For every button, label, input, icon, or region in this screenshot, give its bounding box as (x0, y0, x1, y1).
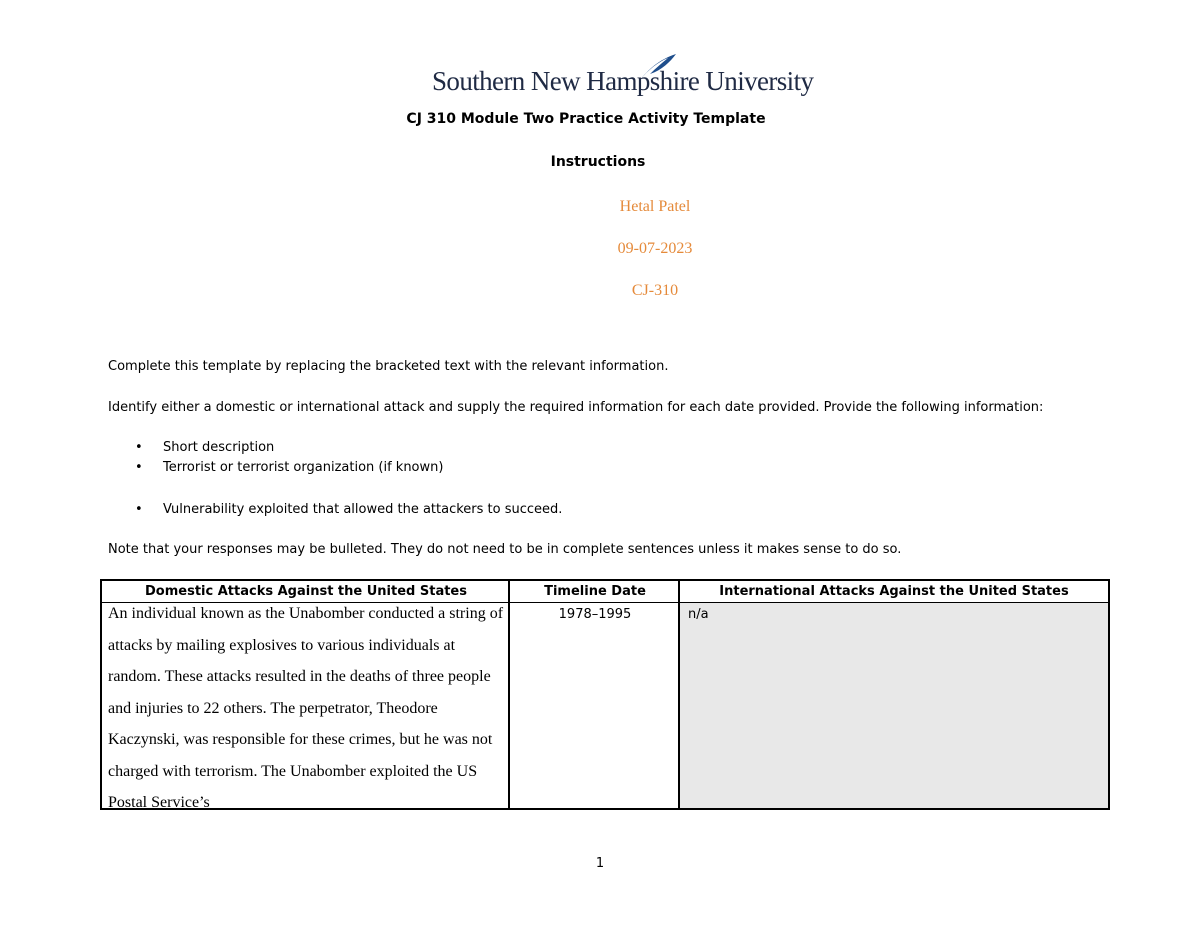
page-number: 1 (595, 856, 605, 871)
bullet-icon: • (135, 502, 143, 517)
bullet-text: Terrorist or terrorist organization (if known) (163, 460, 444, 475)
author-name: Hetal Patel (619, 198, 691, 215)
instruction-paragraph-2: Identify either a domestic or international attack and supply the required information for each date provided. Provide the following information: (108, 400, 1044, 415)
university-logo (432, 52, 814, 104)
course-code: CJ-310 (631, 282, 679, 299)
column-divider (678, 581, 680, 808)
cell-timeline[interactable] (510, 603, 680, 808)
attacks-table (100, 579, 1110, 810)
bullet-text: Vulnerability exploited that allowed the attackers to succeed. (163, 502, 563, 517)
header-timeline: Timeline Date (510, 581, 680, 603)
timeline-date: 1978–1995 (558, 607, 632, 622)
international-attack-text: n/a (688, 607, 709, 622)
bullet-icon: • (135, 440, 143, 455)
instruction-paragraph-1: Complete this template by replacing the bracketed text with the relevant information. (108, 359, 669, 374)
bullet-text: Short description (163, 440, 275, 455)
document-title: CJ 310 Module Two Practice Activity Template (406, 111, 766, 127)
column-divider (508, 581, 510, 808)
cell-international[interactable] (680, 603, 1108, 808)
domestic-attack-text: An individual known as the Unabomber conducted a string of attacks by mailing explosives to various individuals at random. These attacks resulted in the deaths of three people and injuries to 22 others. The perpetrator, Theodore Kaczynski, was responsible for these crimes, but he was not charged with terrorism. The Unabomber exploited the US Postal Service’s (108, 605, 504, 811)
bullet-icon: • (135, 460, 143, 475)
university-name: Southern New Hampshire University (432, 66, 814, 96)
header-domestic: Domestic Attacks Against the United States (102, 581, 510, 603)
header-international: International Attacks Against the United States (680, 581, 1108, 603)
instructions-heading: Instructions (550, 154, 646, 170)
note-paragraph: Note that your responses may be bulleted. They do not need to be in complete sentences unless it makes sense to do so. (108, 542, 902, 557)
cell-domestic[interactable] (102, 603, 510, 811)
submission-date: 09-07-2023 (617, 240, 693, 257)
